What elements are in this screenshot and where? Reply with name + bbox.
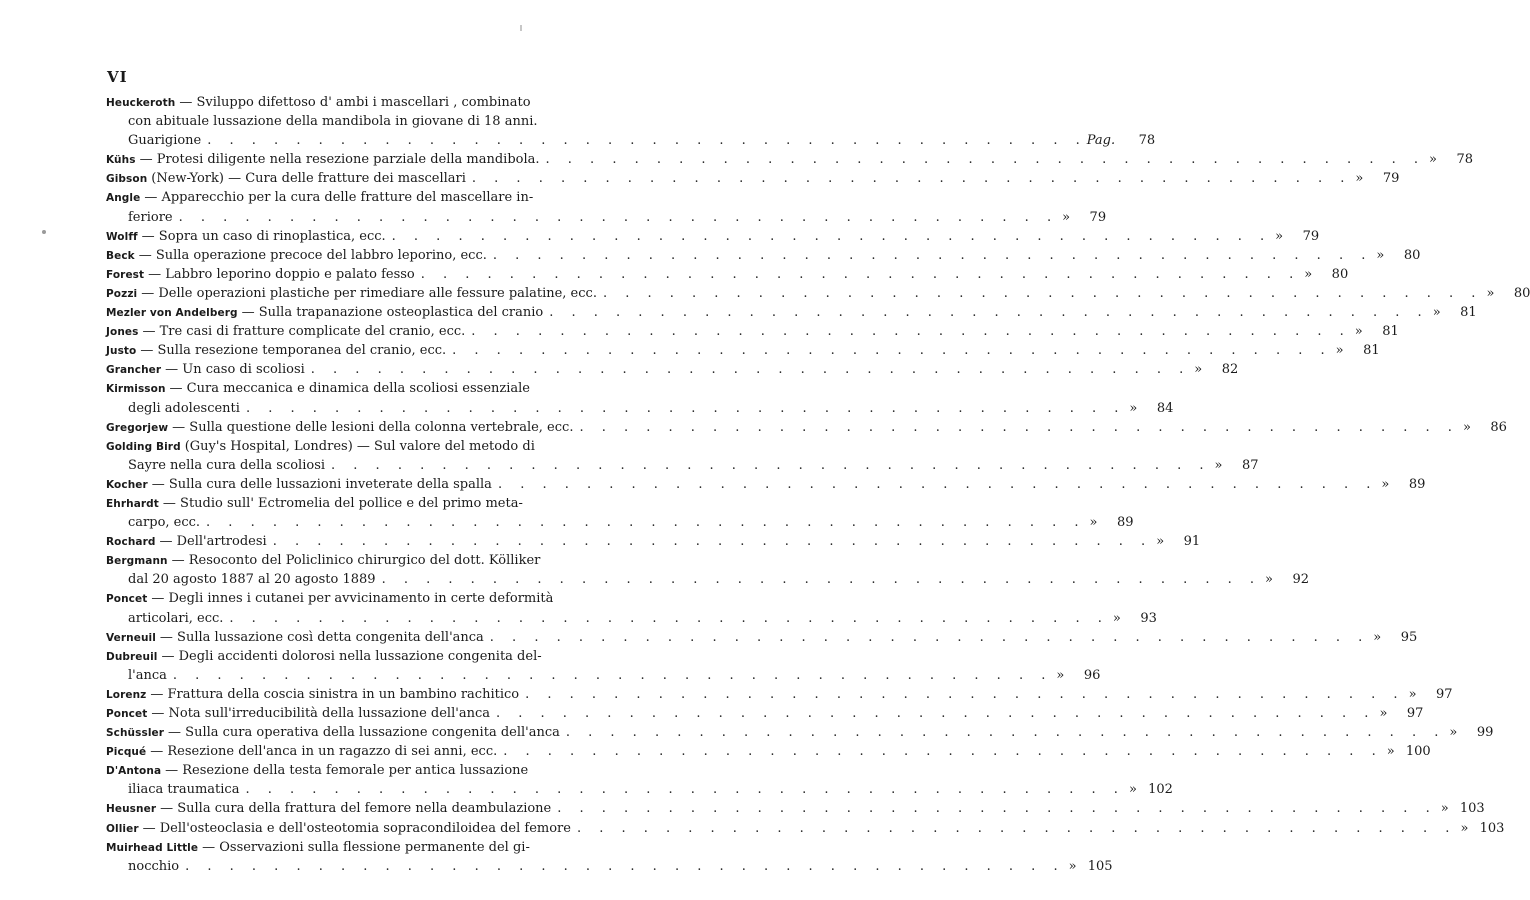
page-reference xyxy=(1351,169,1399,188)
toc-line xyxy=(106,341,1380,360)
toc-title: — Sulla cura operativa della lussazione congenita dell'anca xyxy=(168,725,560,741)
table-of-contents xyxy=(106,93,1530,876)
toc-line xyxy=(106,169,1400,188)
toc-author: Golding Bird xyxy=(106,440,181,453)
page-number-ref: 89 xyxy=(1408,476,1426,492)
toc-line xyxy=(106,188,534,207)
toc-line xyxy=(106,418,1507,437)
page-number-ref: 92 xyxy=(1292,572,1310,588)
toc-line xyxy=(106,799,1485,818)
toc-entry xyxy=(106,589,1157,627)
toc-entry xyxy=(106,93,1156,150)
toc-entry xyxy=(106,647,1101,685)
leader-dots xyxy=(305,360,1190,379)
page-number-ref: 97 xyxy=(1436,686,1453,702)
leader-dots xyxy=(519,685,1404,704)
toc-author: Gregorjew xyxy=(106,421,169,434)
toc-author: Dubreuil xyxy=(106,650,158,663)
toc-title: (Guy's Hospital, Londres) — Sul valore del metodo di xyxy=(184,438,535,454)
toc-entry xyxy=(106,284,1530,303)
ditto-mark: » xyxy=(1214,457,1223,473)
toc-author: Grancher xyxy=(106,364,162,377)
toc-title: — Dell'artrodesi xyxy=(159,534,267,550)
toc-line xyxy=(106,761,529,780)
toc-title: nocchio xyxy=(128,858,180,874)
toc-line xyxy=(106,456,1259,475)
leader-dots xyxy=(551,799,1436,818)
toc-title: feriore xyxy=(128,209,173,225)
leader-dots xyxy=(492,475,1377,494)
toc-author: Kirmisson xyxy=(106,383,166,396)
page-reference xyxy=(1459,418,1507,437)
toc-title: — Un caso di scoliosi xyxy=(165,362,305,378)
toc-entry xyxy=(106,188,1107,226)
toc-title: Guarigione xyxy=(128,133,202,149)
toc-title: — Sulla cura delle lussazioni inveterate della spalla xyxy=(151,476,492,492)
page-number: VI xyxy=(107,68,128,86)
leader-dots xyxy=(325,456,1210,475)
toc-author: Kühs xyxy=(106,154,136,167)
toc-title: — Sulla questione delle lesioni della colonna vertebrale, ecc. xyxy=(172,419,574,435)
toc-entry xyxy=(106,227,1320,246)
page-number-ref: 79 xyxy=(1382,171,1400,187)
ditto-mark: » xyxy=(1429,152,1437,168)
ditto-mark: » xyxy=(1304,266,1313,282)
leader-dots xyxy=(200,513,1085,532)
leader-dots xyxy=(201,131,1086,150)
toc-entry xyxy=(106,360,1239,379)
toc-line xyxy=(106,208,1107,227)
toc-entry xyxy=(106,246,1421,265)
toc-entry xyxy=(106,819,1505,838)
toc-entry xyxy=(106,723,1494,742)
page-number-ref: 86 xyxy=(1490,419,1507,435)
toc-author: Picqué xyxy=(106,746,147,759)
page-reference xyxy=(1425,150,1473,169)
toc-title: articolari, ecc. xyxy=(128,610,224,626)
toc-title: (New-York) — Cura delle fratture dei mascellari xyxy=(151,171,466,187)
page-number-ref: 99 xyxy=(1476,725,1494,741)
toc-author: Ollier xyxy=(106,822,139,835)
page-reference xyxy=(1125,399,1173,418)
toc-title: l'anca xyxy=(128,667,167,683)
toc-entry xyxy=(106,494,1134,532)
toc-entry xyxy=(106,418,1507,437)
page-reference xyxy=(1369,628,1417,647)
toc-line xyxy=(106,303,1477,322)
toc-author: D'Antona xyxy=(106,765,162,778)
leader-dots xyxy=(240,399,1125,418)
leader-dots xyxy=(376,570,1261,589)
toc-author: Justo xyxy=(106,345,137,358)
leader-dots xyxy=(560,723,1445,742)
page-reference xyxy=(1377,475,1425,494)
page-reference xyxy=(1437,799,1485,818)
ditto-mark: » xyxy=(1068,858,1077,874)
toc-title: — Sulla lussazione così detta congenita dell'anca xyxy=(159,629,484,645)
toc-line xyxy=(106,742,1431,761)
toc-entry xyxy=(106,704,1424,723)
toc-title: Sayre nella cura della scoliosi xyxy=(128,457,326,473)
page-number-ref: 81 xyxy=(1382,324,1399,340)
page-number-ref: 103 xyxy=(1459,801,1485,817)
leader-dots xyxy=(490,704,1375,723)
toc-title: — Degli innes i cutanei per avvicinamento in certe deformità xyxy=(151,591,554,607)
page-number-ref: 81 xyxy=(1460,305,1477,321)
toc-line xyxy=(106,265,1349,284)
toc-line xyxy=(106,399,1174,418)
toc-title: — Resezione della testa femorale per antica lussazione xyxy=(165,763,529,779)
toc-author: Lorenz xyxy=(106,688,147,701)
toc-author: Poncet xyxy=(106,708,148,720)
page-reference xyxy=(1383,742,1431,761)
ditto-mark: » xyxy=(1460,820,1469,836)
leader-dots xyxy=(543,303,1428,322)
toc-title: — Studio sull' Ectromelia del pollice e del primo meta- xyxy=(162,495,523,511)
ditto-mark: » xyxy=(1275,228,1284,244)
toc-entry xyxy=(106,742,1431,761)
page-reference xyxy=(1058,208,1106,227)
leader-dots xyxy=(173,208,1058,227)
page-number-ref: 80 xyxy=(1513,285,1530,301)
leader-dots xyxy=(571,819,1456,838)
toc-line xyxy=(106,532,1201,551)
page-reference xyxy=(1125,780,1173,799)
toc-line xyxy=(106,704,1424,723)
page-number-ref: 87 xyxy=(1241,457,1259,473)
ditto-mark: » xyxy=(1335,343,1344,359)
page-reference xyxy=(1405,685,1453,704)
leader-dots xyxy=(487,246,1372,265)
ditto-mark: » xyxy=(1376,247,1385,263)
toc-title: — Protesi diligente nella resezione parziale della mandibola. xyxy=(139,152,540,168)
toc-author: Pozzi xyxy=(106,287,138,300)
toc-title: — Sulla operazione precoce del labbro leporino, ecc. xyxy=(138,247,487,263)
toc-title: — Resoconto del Policlinico chirurgico del dott. Kölliker xyxy=(171,553,541,569)
toc-title: dal 20 agosto 1887 al 20 agosto 1889 xyxy=(128,572,376,588)
leader-dots xyxy=(484,628,1369,647)
page-number-ref: 79 xyxy=(1302,228,1320,244)
ditto-mark: » xyxy=(1128,782,1137,798)
toc-title: — Cura meccanica e dinamica della scoliosi essenziale xyxy=(169,381,531,397)
toc-line xyxy=(106,437,535,456)
ditto-mark: » xyxy=(1440,801,1449,817)
toc-author: Bergmann xyxy=(106,555,168,568)
page-reference xyxy=(1375,704,1423,723)
toc-author: Poncet xyxy=(106,593,148,606)
toc-entry xyxy=(106,838,1113,876)
toc-entry xyxy=(106,685,1453,704)
leader-dots xyxy=(540,150,1425,169)
page-number-ref: 82 xyxy=(1221,362,1239,378)
toc-line xyxy=(106,131,1156,150)
toc-line xyxy=(106,551,541,570)
toc-author: Ehrhardt xyxy=(106,497,159,510)
page-number-ref: 78 xyxy=(1138,133,1156,149)
toc-line xyxy=(106,570,1310,589)
page-number-ref: 102 xyxy=(1148,782,1173,798)
toc-line xyxy=(106,666,1101,685)
ditto-mark: » xyxy=(1373,629,1382,645)
toc-title: — Sopra un caso di rinoplastica, ecc. xyxy=(141,228,386,244)
page-prefix: Pag. xyxy=(1086,133,1116,149)
ditto-mark: » xyxy=(1265,572,1274,588)
page-reference xyxy=(1052,666,1100,685)
toc-entry xyxy=(106,303,1477,322)
toc-title: — Sulla trapanazione osteoplastica del cranio xyxy=(241,305,544,321)
ditto-mark: » xyxy=(1486,285,1495,301)
toc-line xyxy=(106,589,554,608)
toc-author: Gibson xyxy=(106,173,148,186)
ditto-mark: » xyxy=(1386,744,1395,760)
toc-title: degli adolescenti xyxy=(128,400,240,416)
toc-line xyxy=(106,494,523,513)
toc-author: Angle xyxy=(106,192,141,205)
paper-mark xyxy=(520,25,522,31)
toc-line xyxy=(106,112,538,131)
page-reference xyxy=(1271,227,1319,246)
page-reference xyxy=(1372,246,1420,265)
page-reference xyxy=(1065,857,1113,876)
page-reference xyxy=(1261,570,1309,589)
toc-author: Muirhead Little xyxy=(106,841,199,854)
leader-dots xyxy=(415,265,1300,284)
toc-title: — Sulla cura della frattura del femore nella deambulazione xyxy=(160,801,552,817)
toc-author: Heuckeroth xyxy=(106,97,176,109)
page-number-ref: 78 xyxy=(1456,152,1473,168)
ditto-mark: » xyxy=(1462,419,1471,435)
toc-author: Schüssler xyxy=(106,727,165,740)
toc-author: Forest xyxy=(106,268,145,281)
toc-title: — Tre casi di fratture complicate del cranio, ecc. xyxy=(142,324,466,340)
toc-line xyxy=(106,150,1473,169)
toc-title: — Labbro leporino doppio e palato fesso xyxy=(148,266,415,282)
ditto-mark: » xyxy=(1379,706,1388,721)
page-reference xyxy=(1190,360,1238,379)
toc-line xyxy=(106,780,1173,799)
ditto-mark: » xyxy=(1089,515,1098,531)
leader-dots xyxy=(497,742,1382,761)
toc-author: Kocher xyxy=(106,478,148,491)
toc-line xyxy=(106,379,531,398)
page-reference xyxy=(1332,341,1380,360)
toc-author: Beck xyxy=(106,249,135,262)
toc-title: — Apparecchio per la cura delle fratture del mascellare in- xyxy=(144,190,534,206)
toc-entry xyxy=(106,150,1473,169)
ditto-mark: » xyxy=(1381,476,1390,492)
page-reference xyxy=(1086,513,1134,532)
toc-title: — Dell'osteoclasia e dell'osteotomia sopracondiloidea del femore xyxy=(142,820,571,836)
toc-entry xyxy=(106,169,1400,188)
toc-title: carpo, ecc. xyxy=(128,515,201,531)
ditto-mark: » xyxy=(1056,667,1065,683)
toc-entry xyxy=(106,437,1259,475)
toc-line xyxy=(106,647,542,666)
ditto-mark: » xyxy=(1354,324,1363,340)
page-number-ref: 91 xyxy=(1183,534,1201,550)
ditto-mark: » xyxy=(1112,610,1121,626)
ditto-mark: » xyxy=(1432,305,1441,321)
toc-title: iliaca traumatica xyxy=(128,782,240,798)
leader-dots xyxy=(386,227,1271,246)
toc-title: — Frattura della coscia sinistra in un bambino rachitico xyxy=(150,686,520,702)
toc-author: Mezler von Andelberg xyxy=(106,307,238,320)
leader-dots xyxy=(466,169,1351,188)
toc-title: — Sviluppo difettoso d' ambi i mascellari , combinato xyxy=(179,95,531,110)
page-number-ref: 80 xyxy=(1331,266,1349,282)
ditto-mark: » xyxy=(1194,362,1203,378)
toc-author: Wolff xyxy=(106,230,138,243)
page-reference xyxy=(1351,322,1399,341)
toc-author: Heusner xyxy=(106,803,157,816)
leader-dots xyxy=(223,609,1108,628)
leader-dots xyxy=(179,857,1064,876)
toc-entry xyxy=(106,265,1349,284)
page-number-ref: 100 xyxy=(1405,744,1431,760)
toc-line xyxy=(106,322,1399,341)
leader-dots xyxy=(239,780,1124,799)
leader-dots xyxy=(167,666,1052,685)
toc-title: — Degli accidenti dolorosi nella lussazione congenita del- xyxy=(161,648,542,664)
page-number-ref: 103 xyxy=(1479,820,1505,836)
toc-entry xyxy=(106,799,1485,818)
toc-line xyxy=(106,609,1157,628)
toc-line xyxy=(106,628,1418,647)
toc-title: — Nota sull'irreducibilità della lussazione dell'anca xyxy=(151,706,490,721)
toc-line xyxy=(106,513,1134,532)
page-number-ref: 89 xyxy=(1116,515,1134,531)
page-number-ref: 96 xyxy=(1083,667,1101,683)
ditto-mark: » xyxy=(1156,534,1165,550)
toc-line xyxy=(106,475,1426,494)
page-reference xyxy=(1109,609,1157,628)
leader-dots xyxy=(597,284,1482,303)
page-reference xyxy=(1429,303,1477,322)
toc-line xyxy=(106,227,1320,246)
page-number-ref: 93 xyxy=(1140,610,1157,626)
toc-entry xyxy=(106,532,1201,551)
page-reference xyxy=(1456,819,1504,838)
toc-title: — Osservazioni sulla flessione permanente del gi- xyxy=(202,839,530,855)
page-reference xyxy=(1211,456,1259,475)
page-reference xyxy=(1300,265,1348,284)
toc-entry xyxy=(106,761,1173,799)
ditto-mark: » xyxy=(1355,171,1364,187)
page-number-ref: 80 xyxy=(1403,247,1421,263)
page-number-ref: 105 xyxy=(1087,858,1113,874)
toc-title: — Sulla resezione temporanea del cranio, ecc. xyxy=(140,343,447,359)
page-reference xyxy=(1482,284,1530,303)
toc-line xyxy=(106,685,1453,704)
ditto-mark: » xyxy=(1062,209,1071,225)
toc-line xyxy=(106,284,1530,303)
page-number-ref: 79 xyxy=(1089,209,1107,225)
toc-entry xyxy=(106,551,1310,589)
toc-line xyxy=(106,246,1421,265)
ditto-mark: » xyxy=(1449,725,1458,741)
page-number-ref: 81 xyxy=(1363,343,1380,359)
page-reference xyxy=(1445,723,1493,742)
page-number-ref: 84 xyxy=(1156,400,1174,416)
page-number-ref: 97 xyxy=(1406,706,1424,721)
toc-line xyxy=(106,838,530,857)
toc-author: Jones xyxy=(106,326,139,339)
leader-dots xyxy=(267,532,1152,551)
toc-line xyxy=(106,819,1505,838)
toc-entry xyxy=(106,322,1399,341)
ditto-mark: » xyxy=(1129,400,1138,416)
toc-author: Rochard xyxy=(106,536,156,549)
paper-stain xyxy=(42,230,46,234)
toc-entry xyxy=(106,628,1418,647)
toc-author: Verneuil xyxy=(106,631,156,644)
page-number-ref: 95 xyxy=(1400,629,1418,645)
page-reference xyxy=(1087,131,1155,150)
toc-title: con abituale lussazione della mandibola in giovane di 18 anni. xyxy=(128,114,538,130)
toc-entry xyxy=(106,341,1380,360)
toc-title: — Resezione dell'anca in un ragazzo di sei anni, ecc. xyxy=(150,744,498,760)
toc-line xyxy=(106,857,1113,876)
toc-line xyxy=(106,360,1239,379)
leader-dots xyxy=(465,322,1350,341)
toc-line xyxy=(106,723,1494,742)
leader-dots xyxy=(446,341,1331,360)
page-reference xyxy=(1152,532,1200,551)
toc-title: — Delle operazioni plastiche per rimediare alle fessure palatine, ecc. xyxy=(141,285,597,301)
leader-dots xyxy=(573,418,1458,437)
toc-line xyxy=(106,93,531,112)
ditto-mark: » xyxy=(1408,686,1417,702)
toc-entry xyxy=(106,475,1426,494)
toc-entry xyxy=(106,379,1174,417)
